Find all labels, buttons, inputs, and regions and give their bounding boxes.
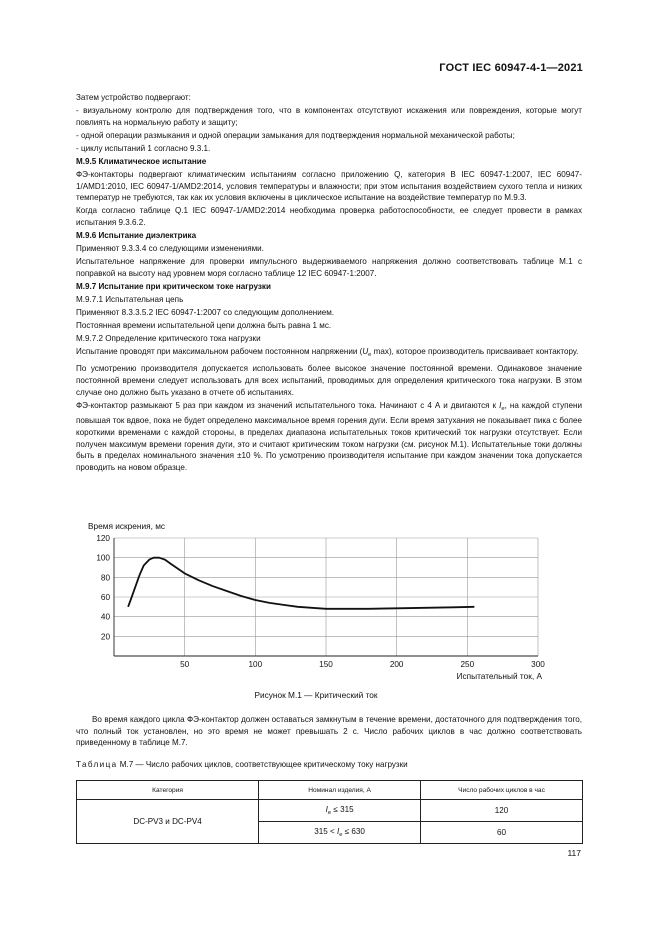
- x-tick-label: 250: [460, 660, 475, 669]
- text-run: max), которое производитель присваивает контактору.: [371, 347, 579, 357]
- table-header: Категория: [77, 781, 259, 800]
- subscript: e: [501, 405, 505, 412]
- category-cell: DC-PV3 и DC-PV4: [77, 800, 259, 844]
- section-heading: М.9.6 Испытание диэлектрика: [76, 231, 197, 241]
- standard-header: ГОСТ IEC 60947-4-1—2021: [439, 62, 583, 74]
- x-tick-label: 100: [248, 660, 263, 669]
- y-tick-label: 80: [100, 573, 110, 583]
- rating-cell: [259, 800, 421, 822]
- caption-text: М.7 — Число рабочих циклов, соответствующее критическому току нагрузки: [117, 760, 408, 769]
- paragraph: Применяют 9.3.3.4 со следующими изменениями.: [76, 244, 264, 254]
- section-heading: М.9.5 Климатическое испытание: [76, 156, 207, 166]
- y-tick-label: 60: [100, 593, 110, 602]
- symbol-u: U: [362, 347, 369, 357]
- paragraph: Когда согласно таблице Q.1 IEC 60947-1/AMD2:2014 необходима проверка работоспособности, ее следует провести в рамках испытания 9.3.6.2.: [76, 206, 582, 227]
- text-run: Испытание проводят при максимальном рабочем постоянном напряжении (: [76, 347, 363, 357]
- cycles-cell: 60: [421, 822, 583, 844]
- x-tick-label: 200: [389, 660, 404, 669]
- subscript: e: [368, 352, 372, 359]
- paragraph: ФЭ-контакторы подвергают климатическим испытаниям согласно приложению Q, категория В IEC 60947-1:2007, IEC 60947-1/AMD1:2010, IEC 60947-1/AMD2:2014, условия температуры и влажности; при этом испытания воздействием сухого тепла и низких температур не требуются, так как их условия включены в циклическое испытание на воздействие температур по М.9.3.: [76, 170, 582, 203]
- text-run: ≤ 630: [342, 827, 365, 836]
- subscript: e: [339, 832, 343, 838]
- text-run: , на каждой ступени повышая ток вдвое, пока не будет определено максимальное время горения дуги. Если время затухания не показывает пика с более короткими временами с каждой стороны, в пределах диапазона испытательных токов критический ток нагрузки отсутствует. Если получен максимум времени горения дуги, это и считают критическим током нагрузки (см. рисунок М.1). Испытательные токи должны быть в пределах номинального значения ±10 %. По усмотрению производителя испытание при каждом значении тока допускается проводить на новом образце.: [76, 400, 582, 472]
- page-number: 117: [567, 848, 581, 858]
- symbol-i: I: [499, 400, 502, 410]
- subsection-heading: М.9.7.1 Испытательная цепь: [76, 295, 184, 304]
- table-header-row: [77, 781, 583, 800]
- y-tick-label: 120: [96, 534, 110, 543]
- paragraph: Испытательное напряжение для проверки импульсного выдерживаемого напряжения должно соответствовать таблице М.1 с поправкой на высоту над уровнем моря согласно таблице 12 IEC 60947-1:2007.: [76, 257, 582, 278]
- table-caption: [76, 760, 408, 769]
- subsection-heading: М.9.7.2 Определение критического тока нагрузки: [76, 334, 261, 344]
- figure-caption: Рисунок М.1 — Критический ток: [254, 690, 378, 700]
- paragraph: По усмотрению производителя допускается использовать более высокое значение постоянной времени. Одинаковое значение постоянной времени следует использовать для всех испытаний, проводимых для определения критического тока нагрузки. В этом случае оно должно быть указано в отчете об испытаниях.: [76, 364, 582, 397]
- text-run: ≤ 315: [331, 805, 354, 814]
- body-text: [76, 92, 582, 475]
- paragraph: Затем устройство подвергают:: [76, 93, 191, 102]
- x-tick-label: 50: [180, 660, 190, 669]
- chart-svg: [80, 516, 550, 706]
- series-line: [128, 558, 474, 609]
- x-tick-label: 150: [319, 660, 333, 669]
- paragraph: Применяют 8.3.3.5.2 IEC 60947-1:2007 со следующим дополнением.: [76, 308, 335, 318]
- caption-word: Таблица: [76, 760, 118, 769]
- subscript: e: [327, 810, 332, 816]
- paragraph: [76, 400, 582, 474]
- cycles-cell: 120: [421, 800, 583, 822]
- paragraph: - циклу испытаний 1 согласно 9.3.1.: [76, 143, 211, 153]
- paragraph: Постоянная времени испытательной цепи должна быть равна 1 мс.: [76, 321, 332, 331]
- table-row: [77, 800, 583, 822]
- symbol-i: I: [337, 827, 340, 836]
- paragraph: - визуальному контролю для подтверждения того, что в компонентах отсутствуют искажения или повреждения, которые могут повлиять на нормальную работу и защиту;: [76, 106, 582, 127]
- table-header: Число рабочих циклов в час: [421, 781, 583, 800]
- symbol-i: I: [325, 805, 328, 814]
- paragraph: Во время каждого цикла ФЭ-контактор должен оставаться замкнутым в течение времени, достаточного для подтверждения того, что полный ток установлен, но это время не может превышать 2 с. Число рабочих циклов в час должно соответствовать приведенному в таблице М.7.: [76, 715, 582, 748]
- x-axis-label: Испытательный ток, А: [456, 671, 542, 681]
- y-tick-label: 20: [100, 632, 110, 642]
- section-heading: М.9.7 Испытание при критическом токе нагрузки: [76, 281, 271, 291]
- text-run: ФЭ-контактор размыкают 5 раз при каждом из значений испытательного тока. Начинают с 4 А и двигаются к: [76, 400, 500, 410]
- y-axis-label: Время искрения, мс: [88, 521, 166, 531]
- cycles-table: [76, 780, 583, 844]
- table-header: Номинал изделия, А: [259, 781, 421, 800]
- text-run: 315 <: [314, 827, 337, 836]
- rating-cell: [259, 822, 421, 844]
- y-tick-label: 40: [100, 612, 110, 622]
- critical-current-chart: [80, 516, 550, 706]
- paragraph: - одной операции размыкания и одной операции замыкания для подтверждения нормальной механической работы;: [76, 130, 515, 140]
- paragraph: [76, 346, 582, 362]
- after-chart-text: [76, 714, 582, 749]
- y-tick-label: 100: [96, 553, 110, 563]
- x-tick-label: 300: [531, 660, 545, 669]
